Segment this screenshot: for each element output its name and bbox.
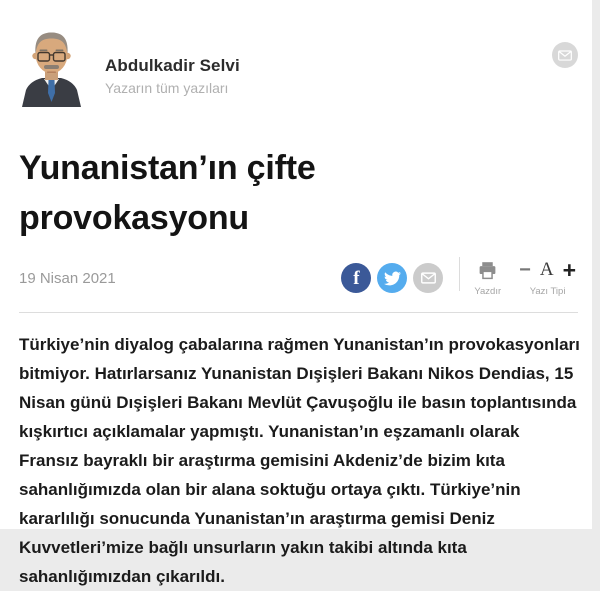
font-size-letter: A — [539, 259, 554, 280]
mouth-shape — [47, 72, 56, 73]
printer-icon — [477, 260, 498, 281]
article-title: Yunanistan’ın çifte provokasyonu — [19, 149, 316, 237]
email-share-button[interactable] — [413, 263, 443, 293]
article-date: 19 Nisan 2021 — [19, 269, 116, 287]
print-button[interactable] — [474, 260, 501, 297]
eyebrow-shape — [40, 50, 48, 52]
twitter-share-button[interactable] — [377, 263, 407, 293]
author-all-articles-link[interactable]: Yazarın tüm yazıları — [105, 80, 229, 96]
article-body: Türkiye’nin diyalog çabalarına rağmen Yunanistan’ın provokasyonları bitmiyor. Hatırlarsanız Yunanistan Dışişleri Bakanı Nikos Dendias, 15 Nisan günü Dışişleri Bakanı Mevlüt Çavuşoğlu ile basın toplantısında kışkırtıcı açıklamalar yapmıştı. Yunanistan’ın eşzamanlı olarak Fransız bayraklı bir araştırma gemisini Akdeniz’de bizim kıta sahanlığımızda olan bir alana soktuğu ortaya çıktı. Türkiye’nin kararlılığı sonucunda Yunanistan’ın araştırma gemisi Deniz Kuvvetleri’mize bağlı unsurların yakın takibi altında kıta sahanlığımızdan çıkarıldı. — [19, 335, 580, 586]
print-label: Yazdır — [474, 285, 502, 297]
author-info — [105, 27, 240, 96]
author-mail-button[interactable] — [552, 42, 578, 68]
article-meta-row — [19, 259, 578, 297]
font-size-control — [517, 259, 578, 297]
share-toolbar — [335, 259, 578, 297]
envelope-icon — [558, 50, 572, 61]
font-size-decrease-button[interactable]: − — [519, 259, 531, 281]
font-size-controls — [517, 259, 578, 281]
eyebrow-shape — [56, 50, 64, 52]
meta-divider — [19, 312, 578, 313]
author-photo[interactable] — [14, 27, 89, 107]
author-header — [0, 0, 592, 107]
font-size-increase-button[interactable]: + — [562, 257, 576, 283]
envelope-icon — [421, 272, 436, 284]
facebook-share-button[interactable] — [341, 263, 371, 293]
toolbar-divider — [459, 257, 460, 291]
font-size-label: Yazı Tipi — [529, 286, 566, 297]
author-name-link[interactable]: Abdulkadir Selvi — [105, 56, 240, 75]
facebook-icon: f — [353, 268, 360, 289]
twitter-bird-icon — [384, 270, 401, 287]
mustache-shape — [44, 65, 59, 69]
